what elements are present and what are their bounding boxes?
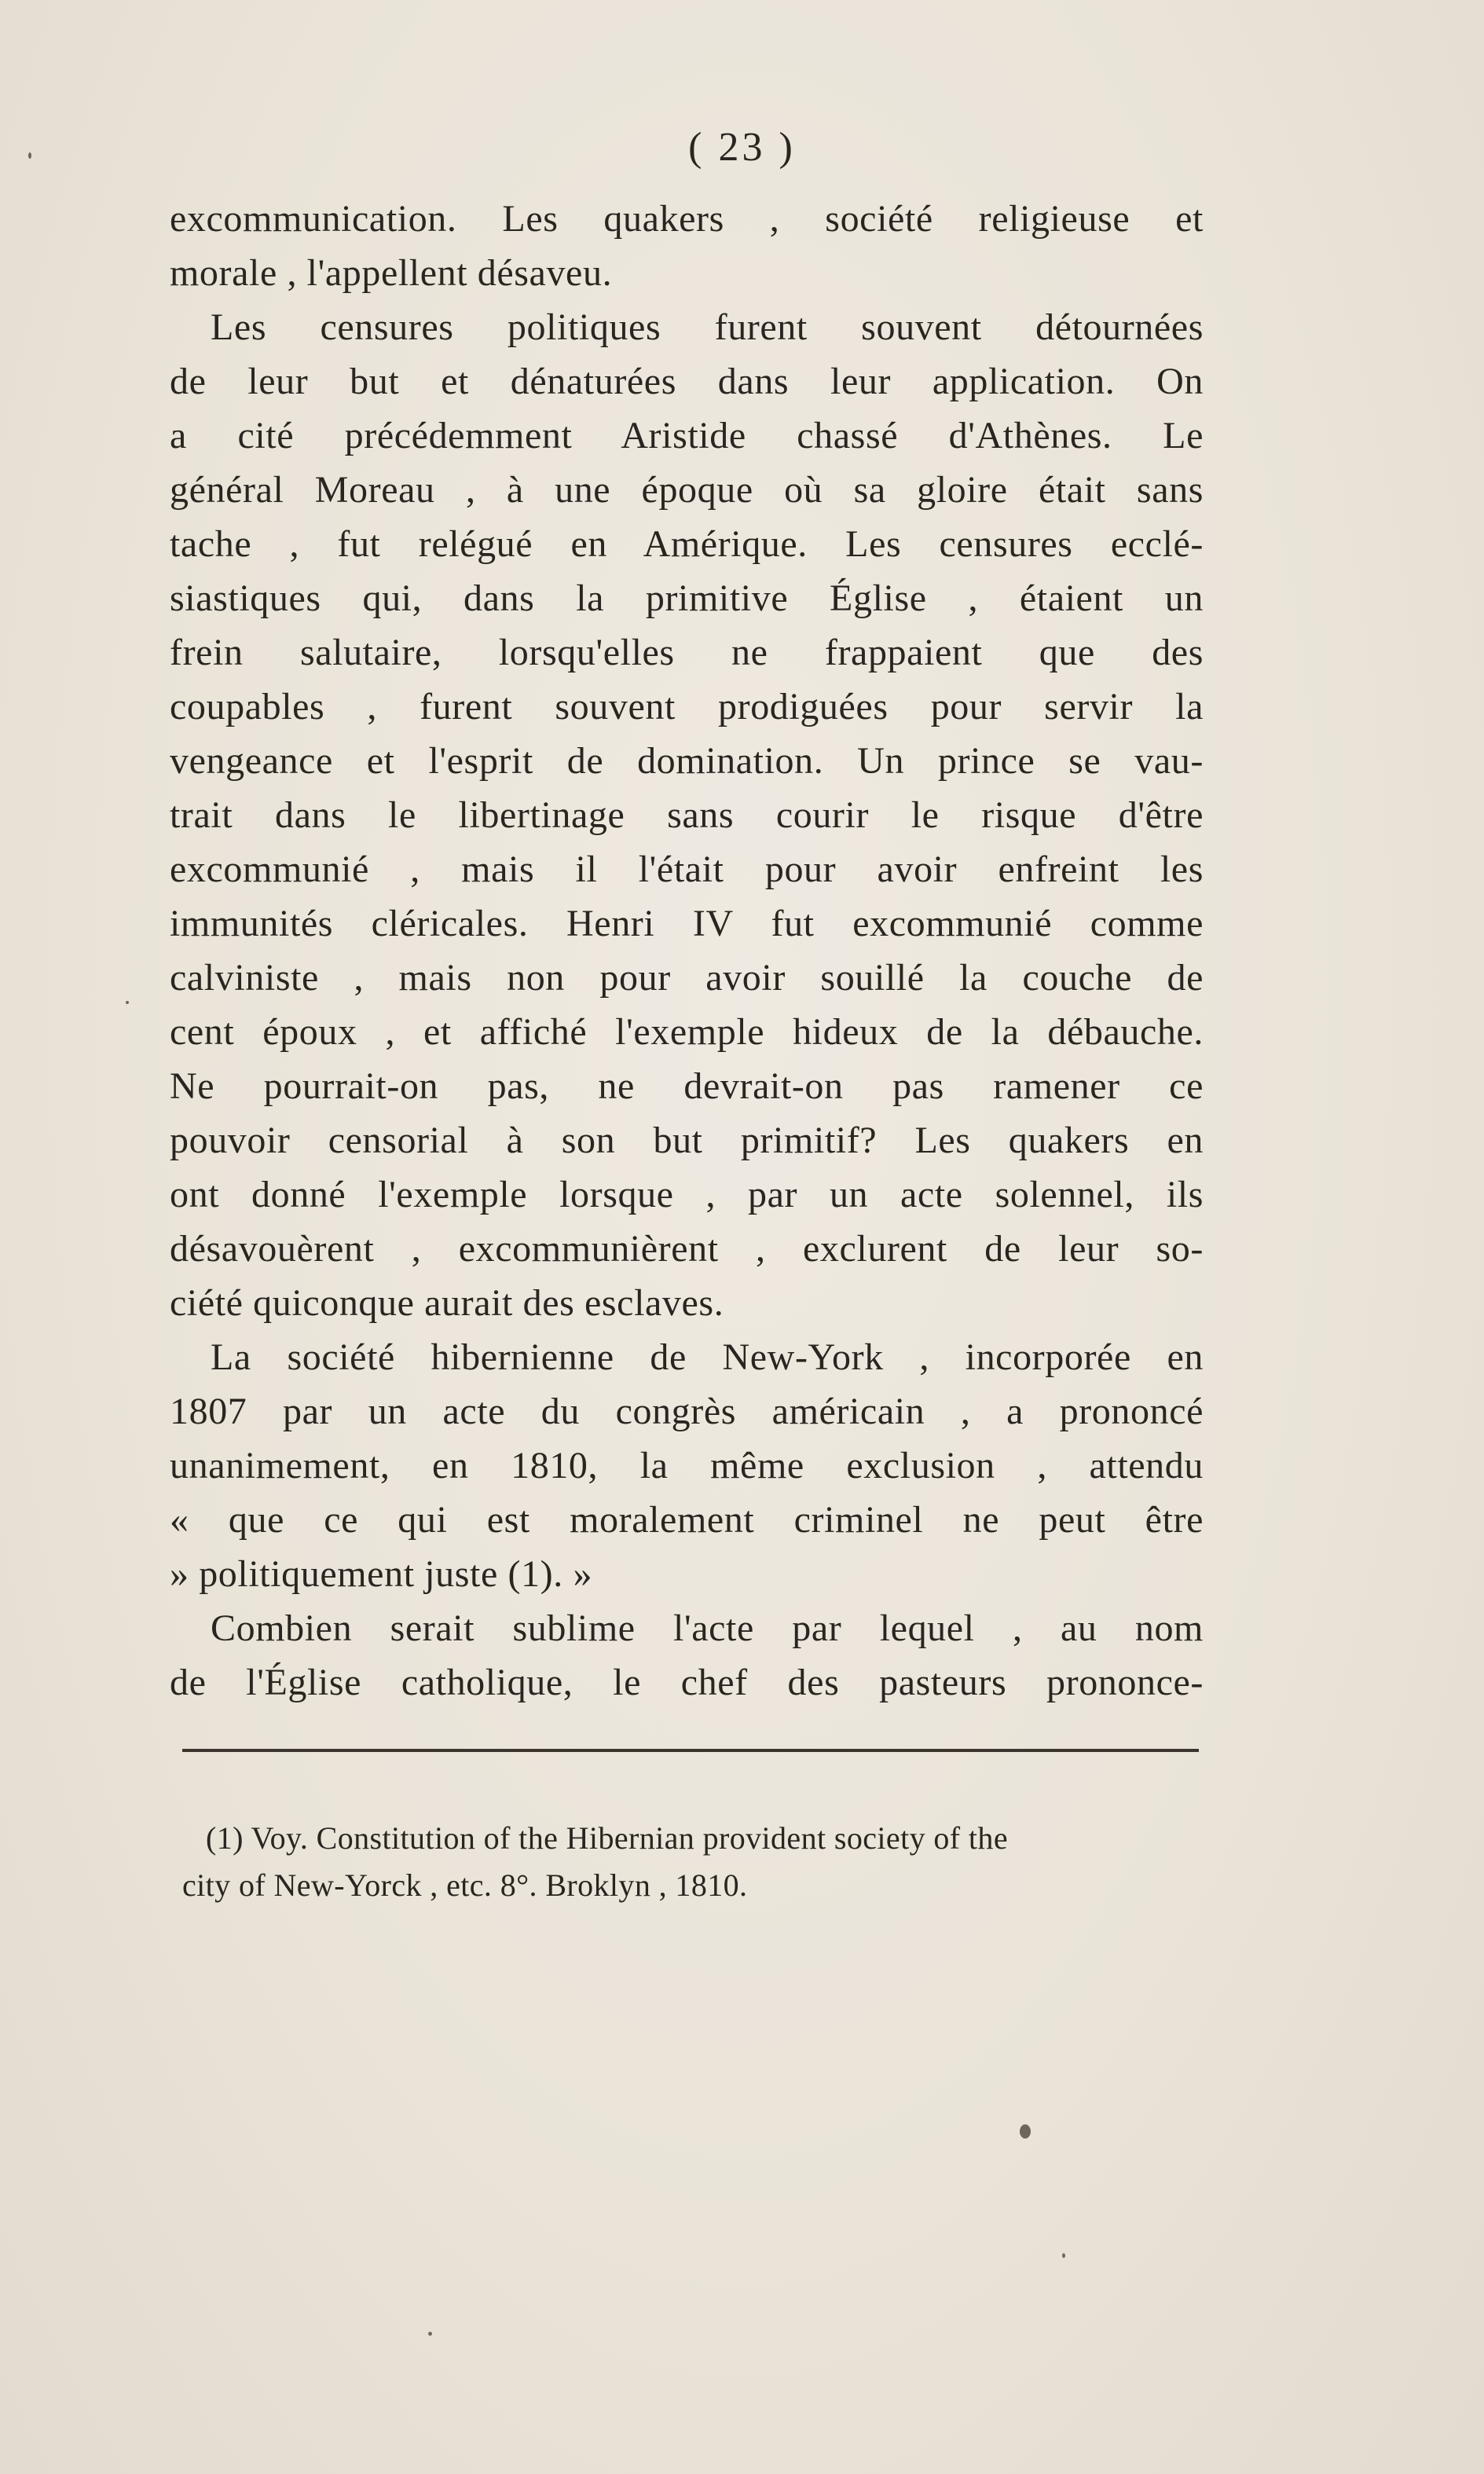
- text-line: Les censures politiques furent souvent détournées: [211, 306, 1204, 348]
- text-line: siastiques qui, dans la primitive Église , étaient un: [170, 577, 1204, 619]
- paper-speck: [126, 1001, 129, 1004]
- text-line: calviniste , mais non pour avoir souillé la couche de: [170, 957, 1204, 999]
- text-line: coupables , furent souvent prodiguées pour servir la: [170, 686, 1204, 728]
- text-line: a cité précédemment Aristide chassé d'Athènes. Le: [170, 415, 1204, 456]
- text-line: immunités cléricales. Henri IV fut excommunié comme: [170, 903, 1204, 944]
- footnote-rule: [182, 1749, 1199, 1752]
- text-line: La société hibernienne de New-York , incorporée en: [211, 1336, 1204, 1378]
- paper-speck: [1020, 2124, 1031, 2139]
- text-line: » politiquement juste (1). »: [170, 1553, 593, 1595]
- text-line: ont donné l'exemple lorsque , par un acte solennel, ils: [170, 1174, 1204, 1215]
- text-line: excommunié , mais il l'était pour avoir enfreint les: [170, 848, 1204, 890]
- footnote: [182, 1815, 1199, 1909]
- text-line: ciété quiconque aurait des esclaves.: [170, 1282, 724, 1324]
- text-line: trait dans le libertinage sans courir le risque d'être: [170, 794, 1204, 836]
- text-line: général Moreau , à une époque où sa gloire était sans: [170, 469, 1204, 511]
- text-line: vengeance et l'esprit de domination. Un prince se vau-: [170, 740, 1204, 782]
- footnote-line: city of New-Yorck , etc. 8°. Broklyn , 1810.: [182, 1867, 748, 1903]
- page-number: ( 23 ): [688, 125, 796, 170]
- text-line: excommunication. Les quakers , société religieuse et: [170, 198, 1204, 240]
- text-line: pouvoir censorial à son but primitif? Les quakers en: [170, 1120, 1204, 1161]
- text-line: Ne pourrait-on pas, ne devrait-on pas ramener ce: [170, 1065, 1204, 1107]
- paper-speck: [28, 152, 31, 159]
- text-line: 1807 par un acte du congrès américain , a prononcé: [170, 1391, 1204, 1432]
- text-line: frein salutaire, lorsqu'elles ne frappaient que des: [170, 632, 1204, 673]
- text-line: unanimement, en 1810, la même exclusion , attendu: [170, 1445, 1204, 1486]
- text-line: Combien serait sublime l'acte par lequel , au nom: [211, 1607, 1204, 1649]
- text-line: cent époux , et affiché l'exemple hideux de la débauche.: [170, 1011, 1204, 1053]
- paper-speck: [1062, 2253, 1065, 2258]
- paper-speck: [428, 2332, 432, 2336]
- footnote-line: (1) Voy. Constitution of the Hibernian provident society of the: [206, 1820, 1008, 1856]
- text-line: de leur but et dénaturées dans leur application. On: [170, 361, 1204, 402]
- text-line: de l'Église catholique, le chef des pasteurs prononce-: [170, 1662, 1204, 1703]
- text-line: désavouèrent , excommunièrent , exclurent de leur so-: [170, 1228, 1204, 1270]
- text-line: « que ce qui est moralement criminel ne peut être: [170, 1499, 1204, 1541]
- text-line: tache , fut relégué en Amérique. Les censures ecclé-: [170, 523, 1204, 565]
- text-line: morale , l'appellent désaveu.: [170, 252, 613, 294]
- body-text: [170, 192, 1204, 1710]
